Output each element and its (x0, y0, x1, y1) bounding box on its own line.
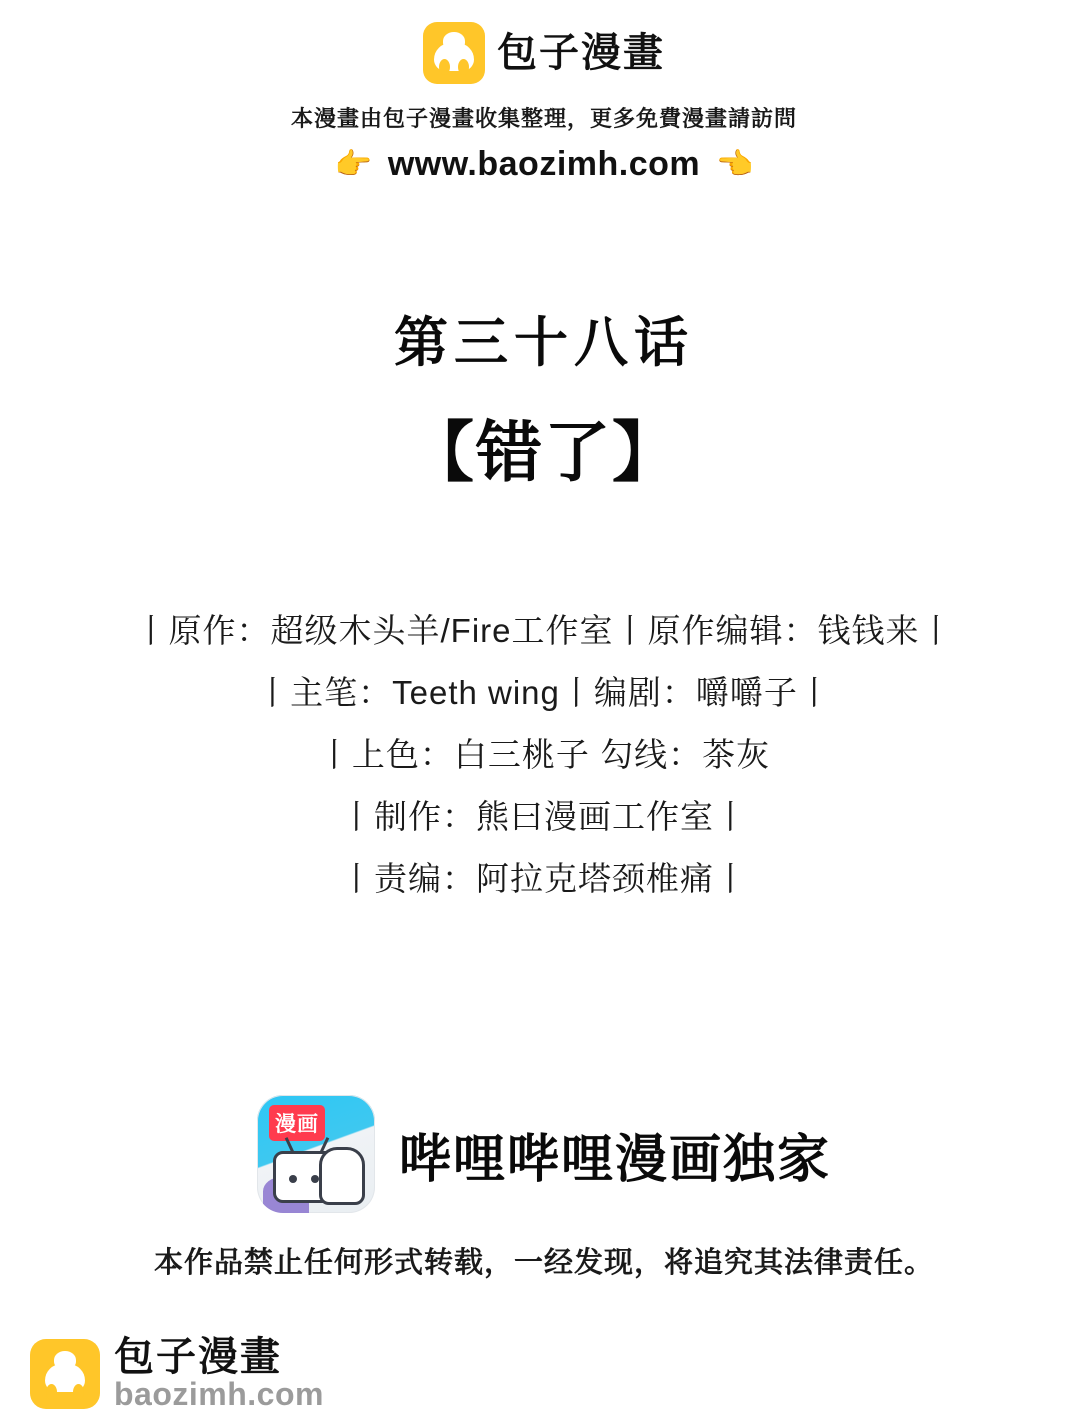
pointing-hand-right-icon: 👉 (334, 147, 372, 181)
banner-url-row (0, 145, 1088, 184)
brand-name: 包子漫畫 (497, 31, 665, 75)
credits-block (0, 600, 1088, 910)
app-icon-tag: 漫画 (269, 1105, 325, 1141)
footer-url: baozimh.com (114, 1376, 324, 1413)
credit-line: 丨主笔：Teeth wing丨编剧：嚼嚼子丨 (256, 674, 832, 711)
site-banner (0, 0, 1088, 184)
credit-line: 丨责编：阿拉克塔颈椎痛丨 (340, 860, 748, 897)
steamed-bun-icon (423, 22, 485, 84)
bilibili-manga-app-icon (257, 1095, 375, 1213)
banner-text: 本漫畫由包子漫畫收集整理，更多免費漫畫請訪問 (290, 106, 797, 131)
credit-line: 丨制作：熊曰漫画工作室丨 (340, 798, 748, 835)
chapter-number: 第三十八话 (394, 310, 694, 374)
footer-text (114, 1336, 324, 1412)
exclusive-banner (0, 1095, 1088, 1213)
credit-line: 丨原作：超级木头羊/Fire工作室丨原作编辑：钱钱来丨 (134, 612, 954, 649)
site-url[interactable]: www.baozimh.com (387, 145, 701, 183)
footer-watermark (30, 1336, 324, 1412)
chapter-title: 【错了】 (408, 413, 680, 491)
brand-row (0, 22, 1088, 84)
steamed-bun-icon (30, 1339, 100, 1409)
pointing-hand-left-icon: 👈 (716, 147, 754, 181)
exclusive-label: 哔哩哔哩漫画独家 (398, 1130, 831, 1189)
chapter-heading (0, 300, 1088, 494)
credit-line: 丨上色：白三桃子 勾线：茶灰 (317, 736, 771, 773)
footer-title: 包子漫畫 (114, 1335, 282, 1380)
copyright-notice: 本作品禁止任何形式转载，一经发现，将追究其法律责任。 (153, 1247, 934, 1279)
